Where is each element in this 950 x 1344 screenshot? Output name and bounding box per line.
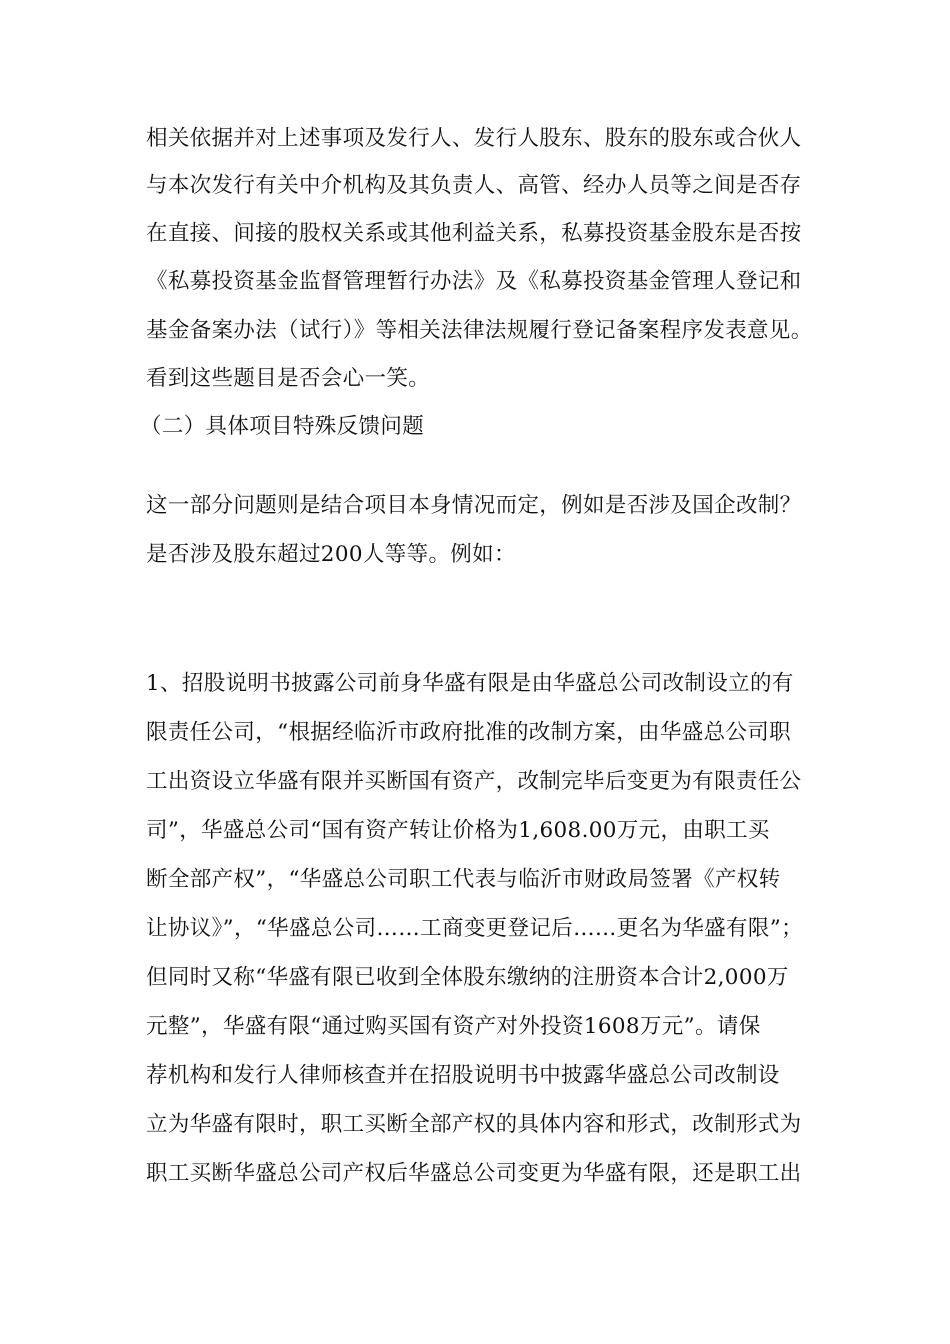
paragraph-line: 1、招股说明书披露公司前身华盛有限是由华盛总公司改制设立的有 (146, 671, 794, 696)
paragraph-line: 与本次发行有关中介机构及其负责人、高管、经办人员等之间是否存 (146, 173, 802, 198)
paragraph-line: 断全部产权”，“华盛总公司职工代表与临沂市财政局签署《产权转 (146, 867, 781, 892)
paragraph-line: 《私募投资基金监督管理暂行办法》及《私募投资基金管理人登记和 (146, 269, 802, 294)
paragraph-line: 看到这些题目是否会心一笑。 (146, 366, 431, 391)
paragraph-line: 职工买断华盛总公司产权后华盛总公司变更为华盛有限，还是职工出 (146, 1161, 802, 1186)
paragraph-line: 让协议》”，“华盛总公司……工商变更登记后……更名为华盛有限”； (146, 916, 803, 941)
paragraph-line: 立为华盛有限时，职工买断全部产权的具体内容和形式，改制形式为 (146, 1112, 802, 1137)
paragraph-line: 相关依据并对上述事项及发行人、发行人股东、股东的股东或合伙人 (146, 126, 802, 151)
paragraph-line: 工出资设立华盛有限并买断国有资产，改制完毕后变更为有限责任公 (146, 769, 802, 794)
paragraph-line: 但同时又称“华盛有限已收到全体股东缴纳的注册资本合计2,000万 (146, 965, 789, 990)
paragraph-line: 司”，华盛总公司“国有资产转让价格为1,608.00万元，由职工买 (146, 818, 770, 843)
paragraph-line: 这一部分问题则是结合项目本身情况而定，例如是否涉及国企改制？ (146, 493, 802, 518)
section-heading: （二）具体项目特殊反馈问题 (140, 414, 425, 439)
paragraph-line: 元整”，华盛有限“通过购买国有资产对外投资1608万元”。请保 (146, 1014, 761, 1039)
paragraph-line: 限责任公司，“根据经临沂市政府批准的改制方案，由华盛总公司职 (146, 720, 791, 745)
paragraph-line: 是否涉及股东超过200人等等。例如： (146, 542, 516, 567)
paragraph-line: 基金备案办法（试行）》等相关法律法规履行登记备案程序发表意见。 (146, 318, 813, 343)
paragraph-line: 在直接、间接的股权关系或其他利益关系，私募投资基金股东是否按 (146, 221, 802, 246)
paragraph-line: 荐机构和发行人律师核查并在招股说明书中披露华盛总公司改制设 (146, 1063, 780, 1088)
